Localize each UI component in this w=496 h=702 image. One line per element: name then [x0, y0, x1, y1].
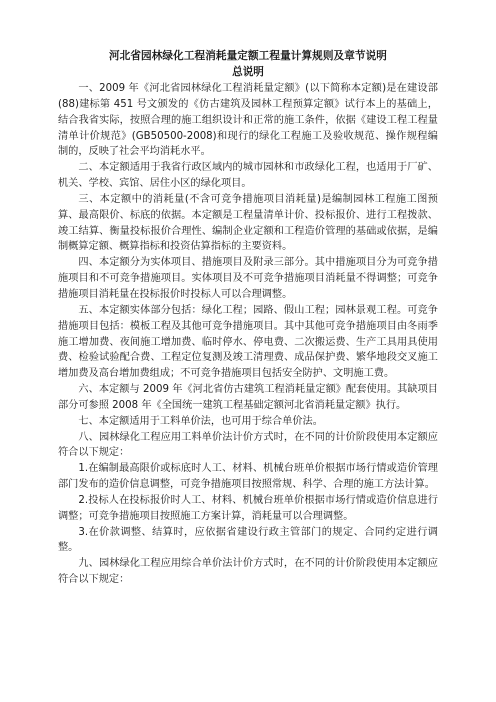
paragraph-8-item-1: 1.在编制最高限价或标底时人工、材料、机械台班单价根据市场行情或造价管理部门发布的造价信息调整，可竞争措施项目按照常规、科学、合理的施工方法计算。 — [58, 463, 438, 491]
paragraph-4: 四、本定额分为实体项目、措施项目及附录三部分。其中措施项目分为可竞争措施项目和不可竞争措施项目。实体项目及不可竞争措施项目消耗量不得调整；可竞争措施项目消耗量在投标报价时投标人可以合理调整。 — [58, 257, 438, 300]
paragraph-7: 七、本定额适用于工料单价法，也可用于综合单价法。 — [78, 415, 323, 427]
paragraph-1: 一、2009 年《河北省园林绿化工程消耗量定额》(以下简称本定额)是在建设部(88)建标第 451 号文颁发的《仿古建筑及园林工程预算定额》试行本上的基础上，结合我省实际，按照合理的施工组织设计和正常的施工条件，依据《建设工程工程量清单计价规范》(GB50500-2008)和现行的绿化工程施工及验收规范、操作规程编制的，反映了社会平均消耗水平。 — [58, 83, 438, 158]
paragraph-5: 五、本定额实体部分包括：绿化工程；园路、假山工程；园林景观工程。可竞争措施项目包括：模板工程及其他可竞争措施项目。其中其他可竞争措施项目由冬雨季施工增加费、夜间施工增加费、临时停水、停电费、二次搬运费、生产工具用具使用费、检验试验配合费、工程定位复测及竣工清理费、成品保护费、繁华地段交叉施工增加费及高台增加费组成；不可竞争措施项目包括安全防护、文明施工费。 — [58, 304, 438, 380]
document-title: 河北省园林绿化工程消耗量定额工程量计算规则及章节说明 — [108, 50, 388, 62]
paragraph-8-item-2: 2.投标人在投标报价时人工、材料、机械台班单价根据市场行情或造价信息进行调整；可竞争措施项目按照施工方案计算，消耗量可以合理调整。 — [58, 494, 438, 522]
paragraph-6: 六、本定额与 2009 年《河北省仿古建筑工程消耗量定额》配套使用。其缺项目部分可参照 2008 年《全国统一建筑工程基础定额河北省消耗量定额》执行。 — [58, 384, 438, 411]
section-heading: 总说明 — [232, 66, 264, 78]
paragraph-2: 二、本定额适用于我省行政区域内的城市园林和市政绿化工程，也适用于厂矿、机关、学校、宾馆、居住小区的绿化项目。 — [58, 162, 438, 190]
paragraph-3: 三、本定额中的消耗量(不含可竞争措施项目消耗量)是编制园林工程施工图预算、最高限价、标底的依据。本定额是工程量清单计价、投标报价、进行工程拨款、竣工结算、衡量投标报价合理性、编制企业定额和工程造价管理的基础或依据，是编制概算定额、概算指标和投资估算指标的主要资料。 — [58, 193, 438, 253]
document-body — [58, 48, 438, 588]
paragraph-9: 九、园林绿化工程应用综合单价法计价方式时，在不同的计价阶段使用本定额应符合以下规定： — [58, 558, 438, 586]
paragraph-8: 八、园林绿化工程应用工料单价法计价方式时，在不同的计价阶段使用本定额应符合以下规定： — [58, 431, 438, 459]
paragraph-8-item-3: 3.在价款调整、结算时，应依据省建设行政主管部门的规定、合同约定进行调整。 — [58, 526, 438, 554]
